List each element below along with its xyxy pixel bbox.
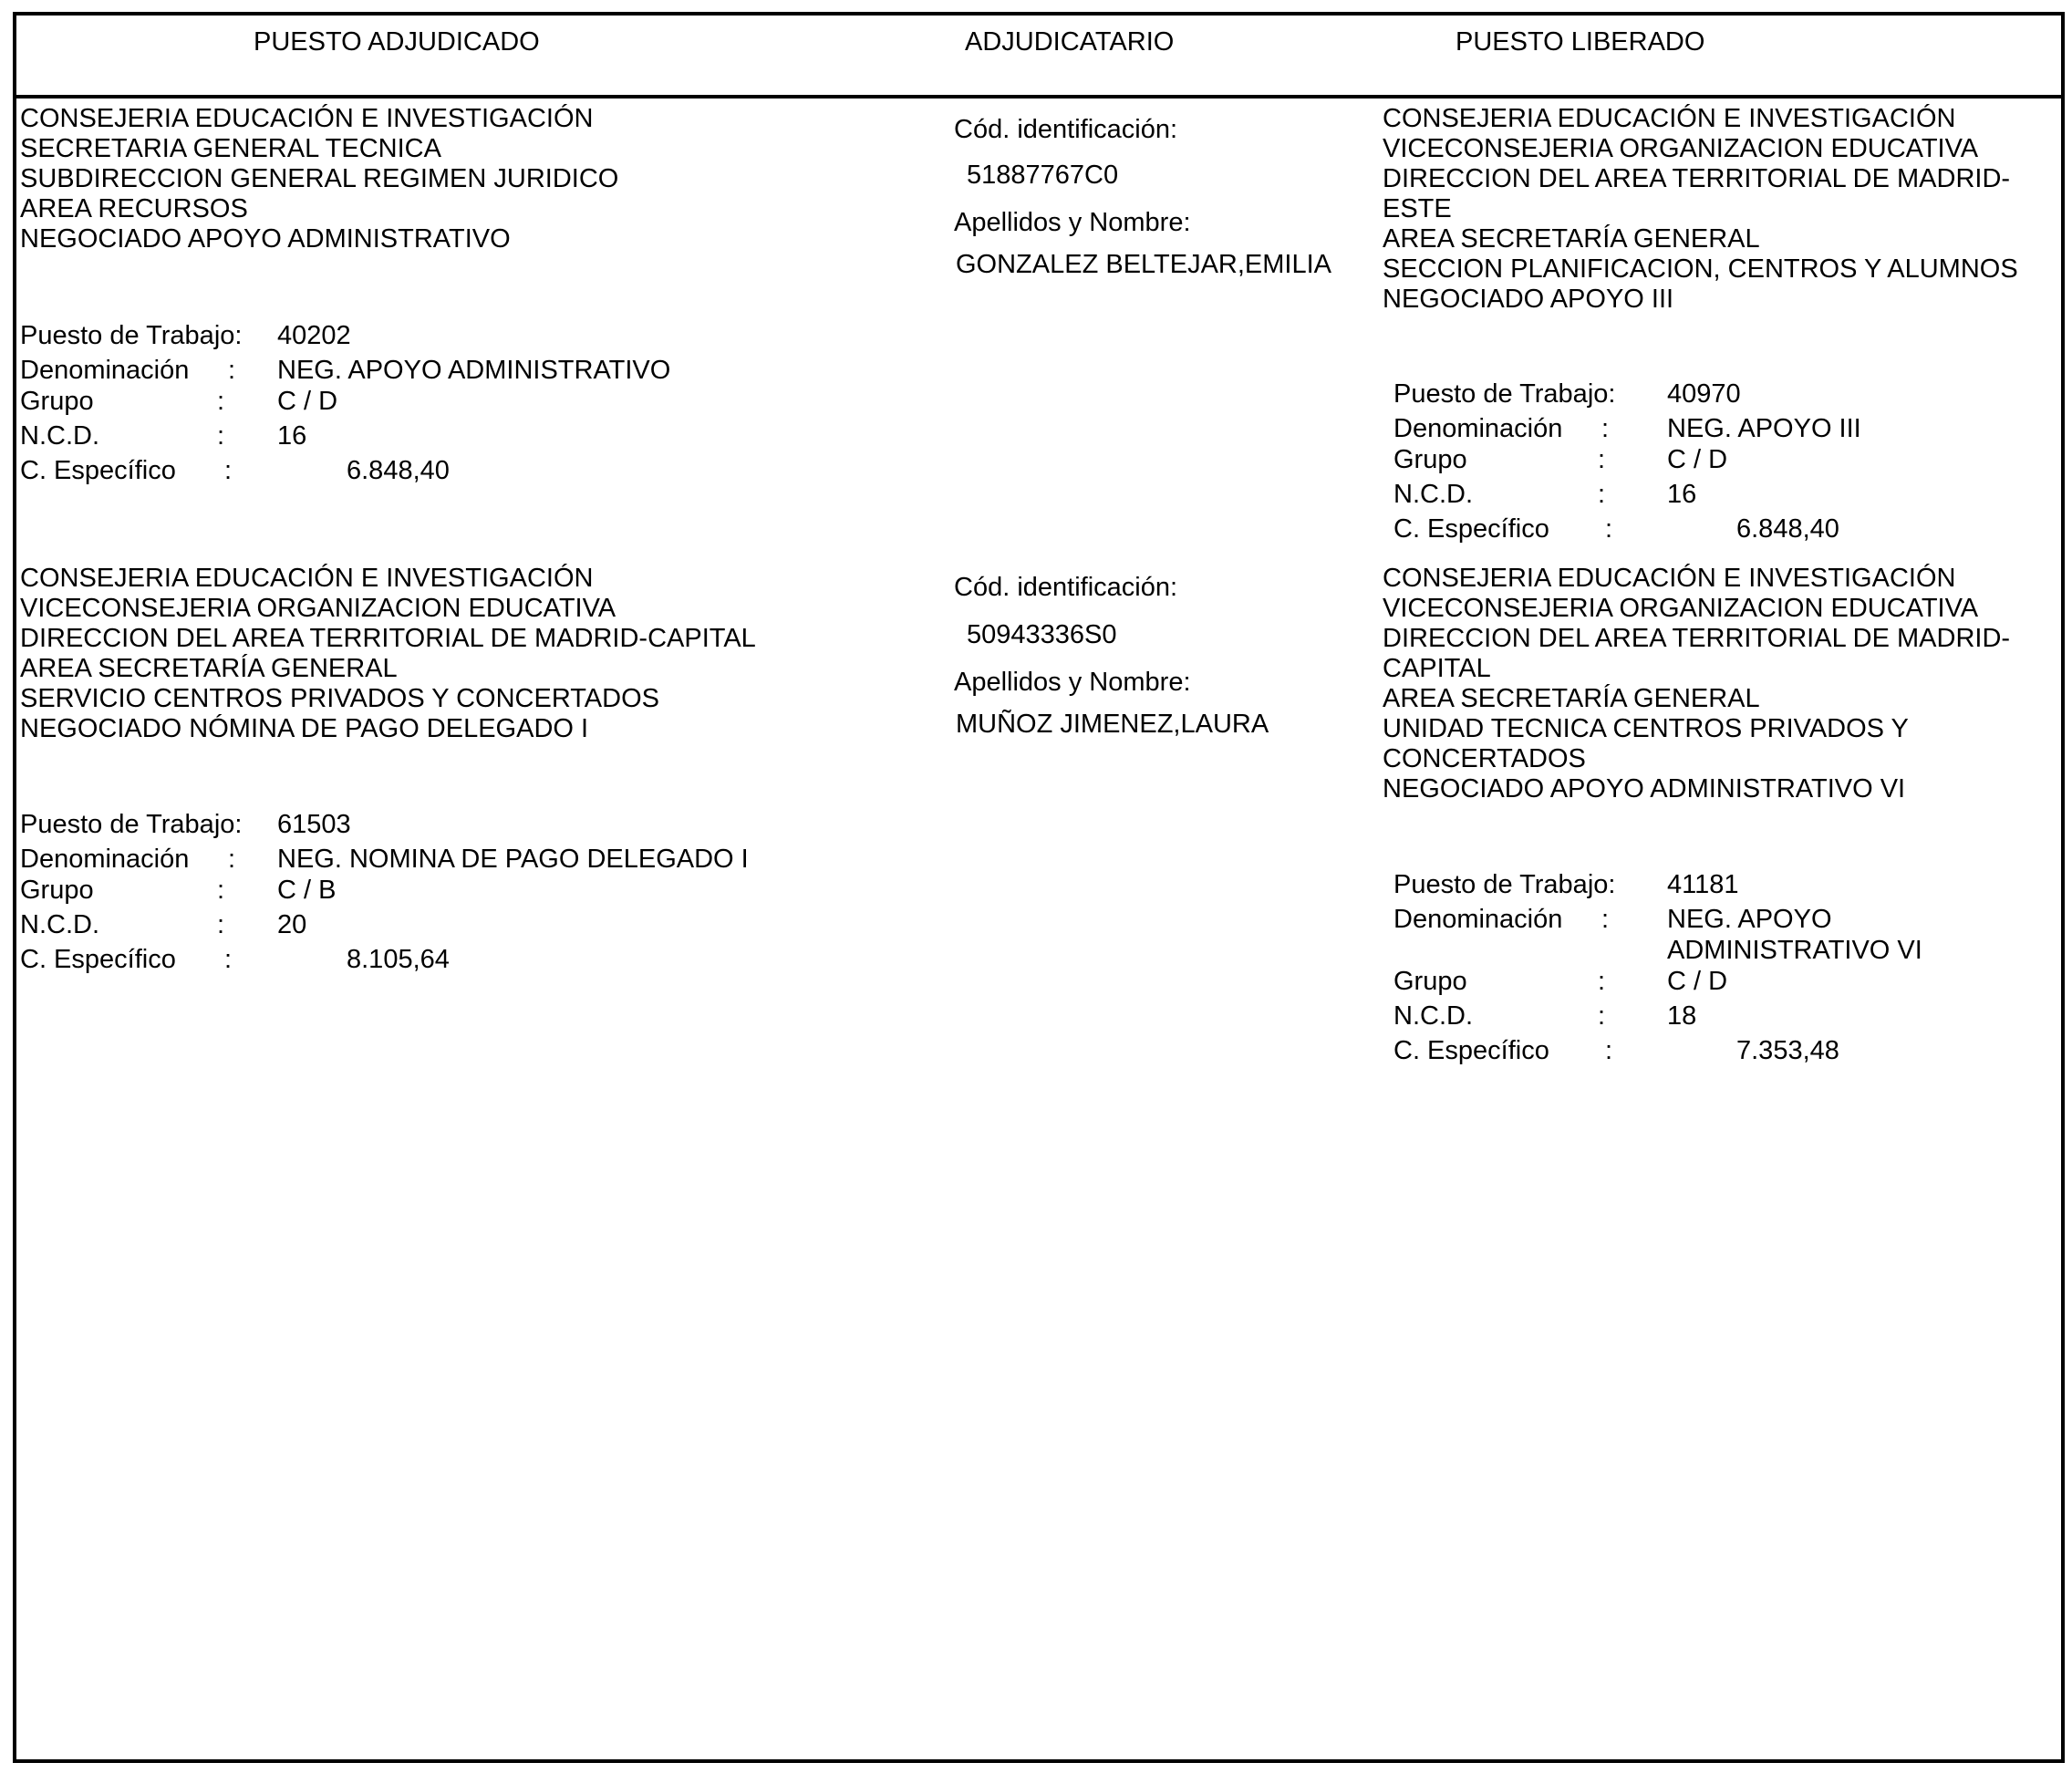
org-line: VICECONSEJERIA ORGANIZACION EDUCATIVA (20, 594, 616, 623)
label-denominacion: Denominación (20, 356, 190, 385)
label-ncd: N.C.D. (1393, 1001, 1473, 1031)
label-puesto-trabajo: Puesto de Trabajo: (1393, 870, 1616, 899)
org-line: DIRECCION DEL AREA TERRITORIAL DE MADRID- (1383, 624, 2011, 653)
colon: : (228, 845, 236, 874)
header-puesto-liberado: PUESTO LIBERADO (1456, 27, 1705, 57)
colon: : (217, 910, 225, 939)
value-ncd: 16 (1667, 480, 1697, 509)
label-denominacion: Denominación (20, 845, 190, 874)
org-line: NEGOCIADO NÓMINA DE PAGO DELEGADO I (20, 714, 589, 743)
label-denominacion: Denominación (1393, 414, 1563, 443)
label-apellidos-nombre: Apellidos y Nombre: (954, 208, 1191, 237)
org-line: DIRECCION DEL AREA TERRITORIAL DE MADRID- (1383, 164, 2011, 193)
colon: : (1598, 967, 1606, 996)
value-puesto-trabajo: 41181 (1667, 870, 1739, 899)
label-grupo: Grupo (1393, 445, 1467, 474)
value-denominacion: NEG. APOYO III (1667, 414, 1861, 443)
value-cod-identificacion: 51887767C0 (967, 161, 1119, 190)
colon: : (228, 356, 236, 385)
label-puesto-trabajo: Puesto de Trabajo: (20, 810, 243, 839)
org-line: NEGOCIADO APOYO III (1383, 285, 1674, 314)
value-denominacion-cont: ADMINISTRATIVO VI (1667, 936, 1922, 965)
colon: : (217, 876, 225, 905)
label-denominacion: Denominación (1393, 905, 1563, 934)
label-grupo: Grupo (1393, 967, 1467, 996)
value-denominacion: NEG. APOYO ADMINISTRATIVO (277, 356, 671, 385)
org-line: AREA SECRETARÍA GENERAL (1383, 224, 1760, 254)
colon: : (224, 945, 233, 974)
entry-2-liberado-org (1383, 564, 2010, 804)
label-grupo: Grupo (20, 387, 94, 416)
org-line: SECRETARIA GENERAL TECNICA (20, 134, 441, 163)
entry-1-adjudicado-org (20, 104, 618, 254)
entry-1-liberado-org (1383, 104, 2018, 315)
label-puesto-trabajo: Puesto de Trabajo: (20, 321, 243, 350)
value-grupo: C / D (277, 387, 338, 416)
header-divider (13, 95, 2065, 98)
colon: : (1605, 1036, 1613, 1065)
value-ncd: 18 (1667, 1001, 1697, 1031)
header-puesto-adjudicado: PUESTO ADJUDICADO (254, 27, 540, 57)
value-ncd: 20 (277, 910, 307, 939)
org-line: NEGOCIADO APOYO ADMINISTRATIVO VI (1383, 774, 1906, 804)
label-grupo: Grupo (20, 876, 94, 905)
colon: : (224, 456, 233, 485)
entry-2-adjudicado-org (20, 564, 756, 744)
org-line: SUBDIRECCION GENERAL REGIMEN JURIDICO (20, 164, 619, 193)
colon: : (217, 387, 225, 416)
label-cod-identificacion: Cód. identificación: (954, 115, 1178, 144)
org-line: CAPITAL (1383, 654, 1491, 683)
org-line: CONCERTADOS (1383, 744, 1586, 773)
label-cod-identificacion: Cód. identificación: (954, 573, 1178, 602)
org-line: ESTE (1383, 194, 1452, 223)
label-ncd: N.C.D. (1393, 480, 1473, 509)
org-line: AREA SECRETARÍA GENERAL (20, 654, 398, 683)
value-grupo: C / D (1667, 445, 1728, 474)
org-line: CONSEJERIA EDUCACIÓN E INVESTIGACIÓN (1383, 104, 1956, 133)
org-line: CONSEJERIA EDUCACIÓN E INVESTIGACIÓN (20, 564, 594, 593)
value-c-especifico: 6.848,40 (347, 456, 450, 485)
org-line: VICECONSEJERIA ORGANIZACION EDUCATIVA (1383, 594, 1979, 623)
value-grupo: C / B (277, 876, 337, 905)
label-puesto-trabajo: Puesto de Trabajo: (1393, 379, 1616, 409)
value-c-especifico: 8.105,64 (347, 945, 450, 974)
org-line: SERVICIO CENTROS PRIVADOS Y CONCERTADOS (20, 684, 659, 713)
org-line: UNIDAD TECNICA CENTROS PRIVADOS Y (1383, 714, 1909, 743)
label-c-especifico: C. Específico (20, 456, 176, 485)
org-line: SECCION PLANIFICACION, CENTROS Y ALUMNOS (1383, 254, 2018, 284)
label-ncd: N.C.D. (20, 421, 99, 451)
label-apellidos-nombre: Apellidos y Nombre: (954, 668, 1191, 697)
header-adjudicatario: ADJUDICATARIO (965, 27, 1175, 57)
colon: : (1598, 1001, 1606, 1031)
label-ncd: N.C.D. (20, 910, 99, 939)
org-line: NEGOCIADO APOYO ADMINISTRATIVO (20, 224, 511, 254)
colon: : (1605, 514, 1613, 544)
org-line: DIRECCION DEL AREA TERRITORIAL DE MADRID-CAPITAL (20, 624, 756, 653)
value-cod-identificacion: 50943336S0 (967, 620, 1117, 649)
org-line: AREA RECURSOS (20, 194, 248, 223)
value-puesto-trabajo: 40970 (1667, 379, 1741, 409)
colon: : (1598, 480, 1606, 509)
org-line: CONSEJERIA EDUCACIÓN E INVESTIGACIÓN (20, 104, 594, 133)
value-denominacion: NEG. APOYO (1667, 905, 1832, 934)
org-line: VICECONSEJERIA ORGANIZACION EDUCATIVA (1383, 134, 1979, 163)
label-c-especifico: C. Específico (1393, 1036, 1549, 1065)
value-denominacion: NEG. NOMINA DE PAGO DELEGADO I (277, 845, 749, 874)
colon: : (1601, 414, 1610, 443)
value-c-especifico: 7.353,48 (1736, 1036, 1839, 1065)
value-puesto-trabajo: 40202 (277, 321, 351, 350)
value-ncd: 16 (277, 421, 307, 451)
colon: : (1601, 905, 1610, 934)
colon: : (1598, 445, 1606, 474)
value-puesto-trabajo: 61503 (277, 810, 351, 839)
org-line: AREA SECRETARÍA GENERAL (1383, 684, 1760, 713)
org-line: CONSEJERIA EDUCACIÓN E INVESTIGACIÓN (1383, 564, 1956, 593)
value-c-especifico: 6.848,40 (1736, 514, 1839, 544)
label-c-especifico: C. Específico (1393, 514, 1549, 544)
value-apellidos-nombre: GONZALEZ BELTEJAR,EMILIA (956, 250, 1332, 279)
value-grupo: C / D (1667, 967, 1728, 996)
label-c-especifico: C. Específico (20, 945, 176, 974)
value-apellidos-nombre: MUÑOZ JIMENEZ,LAURA (956, 710, 1269, 739)
colon: : (217, 421, 225, 451)
